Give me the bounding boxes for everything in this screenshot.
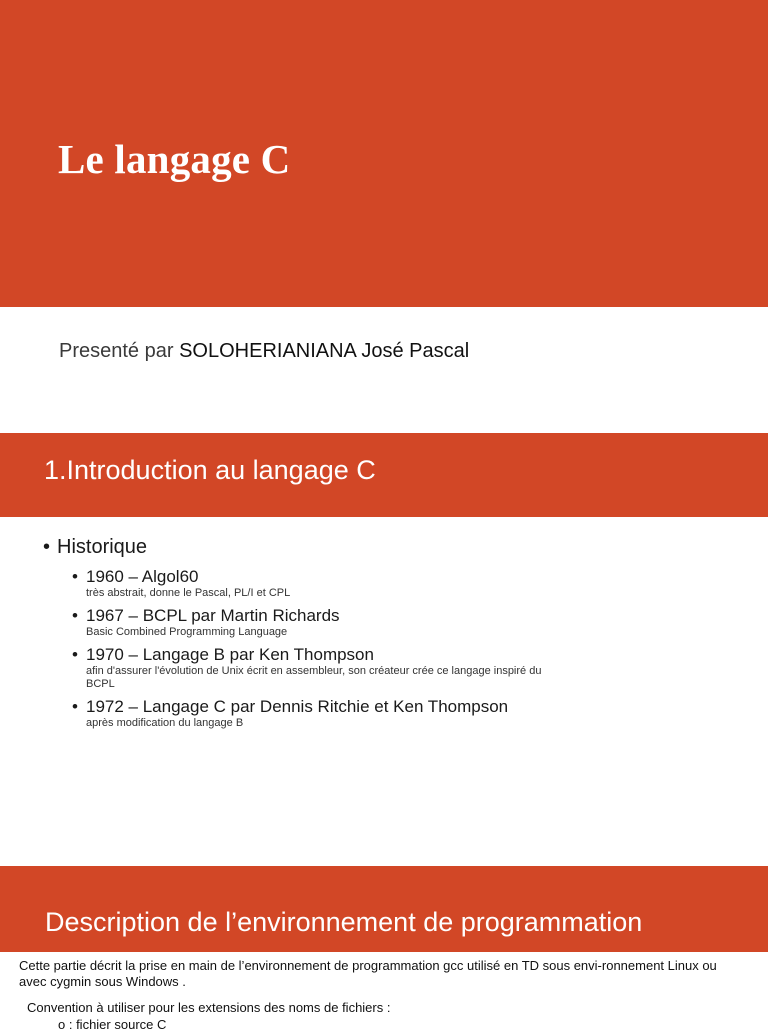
environment-slide-banner — [0, 866, 768, 952]
item-note: très abstrait, donne le Pascal, PL/I et CPL — [86, 587, 291, 599]
slide-title: Le langage C — [58, 136, 291, 182]
intro-slide-body — [0, 517, 768, 866]
bullet-icon: • — [72, 567, 78, 586]
presenter-name: SOLOHERIANIANA José Pascal — [179, 340, 470, 362]
item-note: afin d'assurer l'évolution de Unix écrit en assembleur, son créateur crée ce langage inspiré du BCPL — [86, 665, 542, 690]
list-item — [72, 606, 572, 639]
bullet-icon: • — [72, 606, 78, 625]
title-slide-body — [0, 307, 768, 433]
convention-line: Convention à utiliser pour les extensions des noms de fichiers : — [27, 1000, 391, 1015]
bullet-icon: • — [72, 645, 78, 664]
item-title: 1972 – Langage C par Dennis Ritchie et Ken Thompson — [86, 697, 509, 716]
list-item — [72, 645, 572, 691]
presenter-line — [59, 340, 469, 363]
item-note: Basic Combined Programming Language — [86, 626, 288, 638]
intro-heading: 1.Introduction au langage C — [44, 455, 376, 485]
convention-sub-item: o : fichier source C — [58, 1017, 167, 1032]
item-title: 1960 – Algol60 — [86, 567, 199, 586]
item-note: après modification du langage B — [86, 717, 244, 729]
environment-paragraph: Cette partie décrit la prise en main de l’environnement de programmation gcc utilisé en TD sous envi-ronnement Linux ou avec cygmin sous Windows . — [19, 958, 717, 989]
section-label: Historique — [57, 536, 148, 558]
environment-heading: Description de l’environnement de programmation — [45, 907, 643, 937]
title-slide-banner — [0, 0, 768, 307]
intro-slide-banner — [0, 433, 768, 517]
item-title: 1970 – Langage B par Ken Thompson — [86, 645, 374, 664]
section-bullet — [43, 536, 147, 559]
list-item — [72, 567, 572, 600]
history-list — [72, 567, 572, 736]
bullet-icon: • — [72, 697, 78, 716]
presenter-prefix: Presenté par — [59, 340, 180, 362]
item-title: 1967 – BCPL par Martin Richards — [86, 606, 340, 625]
bullet-icon: • — [43, 536, 51, 558]
environment-slide-body — [0, 952, 768, 1032]
list-item — [72, 697, 572, 730]
